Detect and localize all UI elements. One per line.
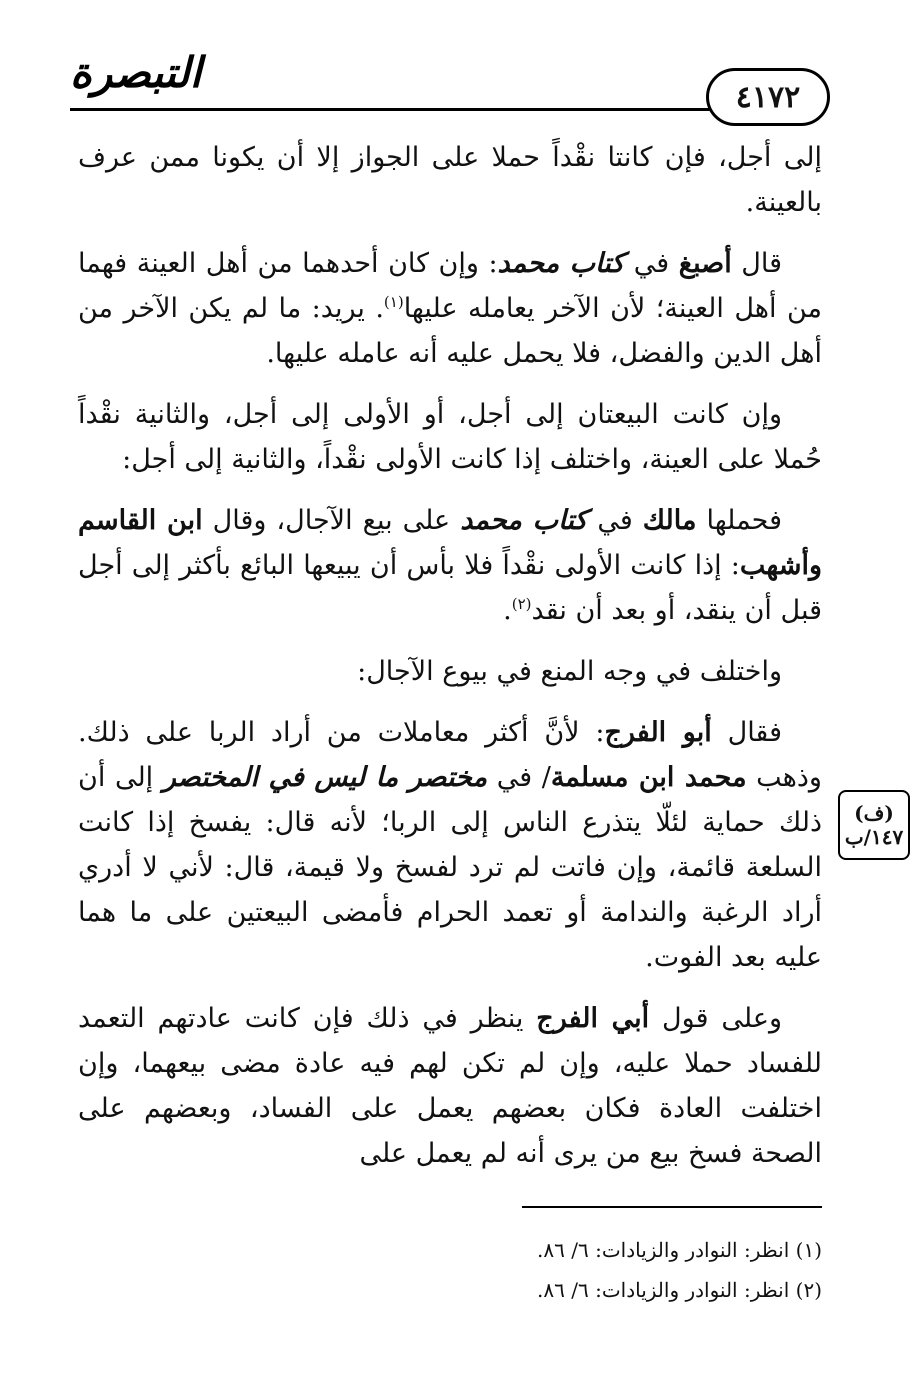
paragraph — [78, 710, 822, 980]
paragraph — [78, 649, 822, 694]
footnote: (١) انظر: النوادر والزيادات: ٦/ ٨٦. — [537, 1238, 822, 1262]
paragraph — [78, 392, 822, 482]
text-run: وإن كانت البيعتان إلى أجل، أو الأولى إلى أجل، والثانية نقْداً حُملا على العينة، واختلف إذا كانت الأولى نقْداً، والثانية إلى أجل: — [78, 399, 822, 475]
folio-label: (ف) — [854, 801, 894, 825]
footnote-ref: (٢) — [511, 595, 532, 613]
text-run: : لأنَّ أكثر معاملات من أراد الربا على ذلك. وذهب — [78, 717, 822, 793]
page-number-badge: ٤١٧٢ — [706, 68, 830, 126]
footnote-ref: (١) — [383, 293, 404, 311]
scholar-name: أبو الفرج — [604, 717, 712, 748]
text-run: : إذا كانت الأولى نقْداً فلا بأس أن يبيعها البائع بأكثر إلى أجل قبل أن ينقد، أو بعد أن نقد — [78, 550, 822, 626]
text-run: . — [503, 595, 512, 626]
manuscript-folio-note — [838, 790, 910, 860]
header-rule — [70, 108, 740, 111]
book-reference: كتاب محمد — [460, 505, 588, 536]
paragraph — [78, 135, 822, 225]
footnotes — [222, 1230, 822, 1310]
paragraph — [78, 241, 822, 376]
text-run: . يريد: ما لم يكن الآخر من أهل الدين والفضل، فلا يحمل عليه أنه عامله عليها. — [78, 293, 822, 369]
text-run: قال — [731, 248, 782, 279]
scholar-name: محمد ابن مسلمة — [550, 762, 747, 793]
book-reference: مختصر ما ليس في المختصر — [162, 762, 488, 793]
text-run: ينظر في ذلك فإن كانت عادتهم التعمد للفساد حملا عليه، وإن لم تكن لهم فيه عادة مضى بيعهما، وإن اختلفت العادة فكان بعضهم يعمل على الفساد، وبعضهم على الصحة فسخ بيع من يرى أنه لم يعمل على — [78, 1003, 822, 1169]
text-run: في — [587, 505, 643, 536]
text-run: واختلف في وجه المنع في بيوع الآجال: — [357, 656, 782, 687]
folio-number: ١٤٧/ب — [844, 825, 904, 849]
book-title: التبصرة — [70, 48, 202, 97]
scholar-name: ابن القاسم وأشهب — [78, 505, 822, 581]
paragraph — [78, 498, 822, 633]
scholar-name: أصبغ — [678, 248, 732, 279]
text-run: إلى أن ذلك حماية لئلّا يتذرع الناس إلى الربا؛ لأنه قال: يفسخ إذا كانت السلعة قائمة، وإن فاتت لم ترد لفسخ ولا قيمة، قال: لأني لا أدري أراد الرغبة والندامة أو تعمد الحرام فأمضى البيعتين على ما هما عليه بعد الفوت. — [78, 762, 822, 973]
page-header — [70, 30, 830, 115]
text-run: / في — [487, 762, 551, 793]
scholar-name: أبي الفرج — [536, 1003, 650, 1034]
text-run: إلى أجل، فإن كانتا نقْداً حملا على الجواز إلا أن يكونا ممن عرف بالعينة. — [78, 142, 822, 218]
main-text — [78, 135, 822, 1192]
footnote: (٢) انظر: النوادر والزيادات: ٦/ ٨٦. — [537, 1278, 822, 1302]
text-run: : وإن كان أحدهما من أهل العينة فهما من أهل العينة؛ لأن الآخر يعامله عليها — [78, 248, 823, 324]
text-run: في — [624, 248, 679, 279]
paragraph — [78, 996, 822, 1176]
footnote-separator — [522, 1206, 822, 1208]
text-run: فقال — [711, 717, 782, 748]
text-run: وعلى قول — [649, 1003, 782, 1034]
text-run: فحملها — [696, 505, 783, 536]
scholar-name: مالك — [642, 505, 697, 536]
book-reference: كتاب محمد — [497, 248, 625, 279]
text-run: على بيع الآجال، وقال — [202, 505, 461, 536]
